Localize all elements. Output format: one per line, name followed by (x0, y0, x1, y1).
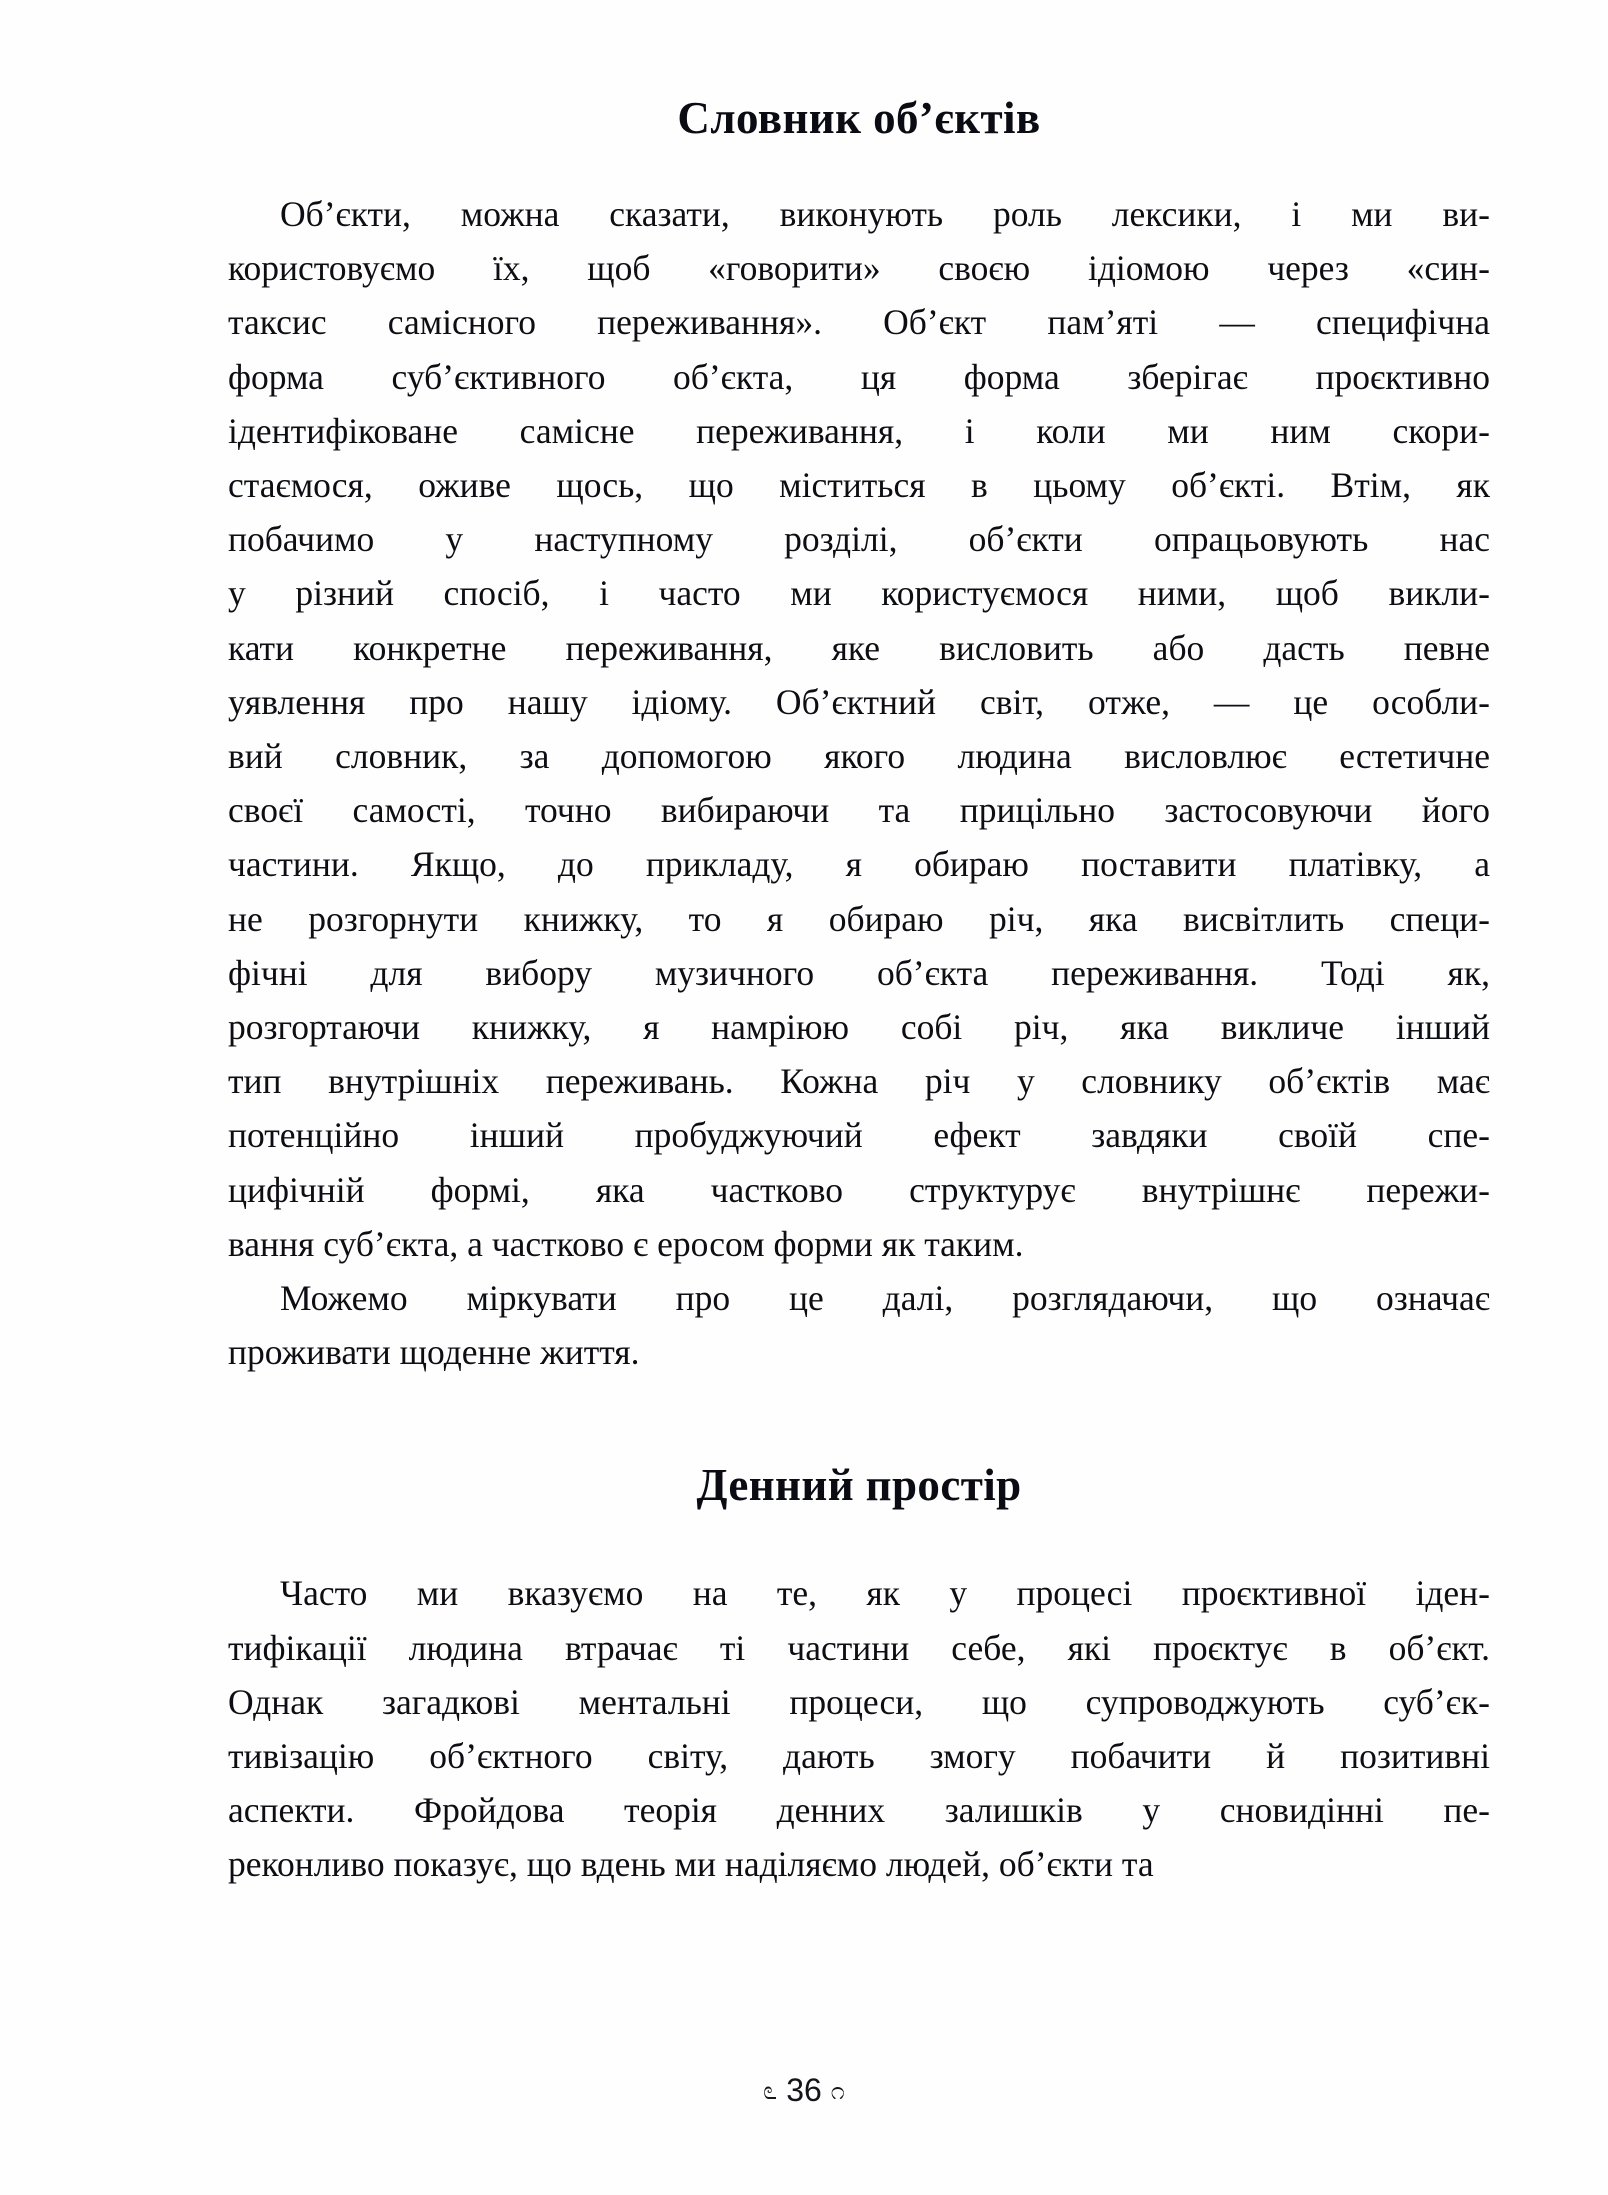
text-line: у різний спосіб, і часто ми користуємося ними, щоб викли- (228, 573, 1490, 614)
text-line: своєї самості, точно вибираючи та прицільно застосовуючи його (228, 790, 1490, 831)
text-line: кати конкретне переживання, яке висловить або дасть певне (228, 627, 1490, 668)
heading-spacer (228, 1511, 1490, 1566)
section-heading-dennyi-prostir: Денний простір (696, 1460, 1022, 1511)
paragraph-3 (228, 1566, 1490, 1891)
text-line: таксис самісного переживання». Об’єкт пам’яті — специфічна (228, 302, 1490, 343)
ornament-left-icon: ೨ (761, 2077, 778, 2105)
text-line: частини. Якщо, до прикладу, я обираю поставити платівку, а (228, 844, 1490, 885)
text-line: уявлення про нашу ідіому. Об’єктний світ, отже, — це особли- (228, 681, 1490, 722)
text-line: потенційно інший пробуджуючий ефект завдяки своїй спе- (228, 1115, 1490, 1156)
text-line: форма суб’єктивного об’єкта, ця форма зберігає проєктивно (228, 356, 1490, 397)
text-line: стаємося, оживе щось, що міститься в цьому об’єкті. Втім, як (228, 465, 1490, 506)
page-number: 36 (786, 2072, 822, 2108)
text-line: проживати щоденне життя. (228, 1332, 640, 1373)
text-line: тифікації людина втрачає ті частини себе, які проєктує в об’єкт. (228, 1627, 1490, 1668)
page-content (228, 0, 1490, 1892)
text-line: побачимо у наступному розділі, об’єкти опрацьовують нас (228, 519, 1490, 560)
text-line: аспекти. Фройдова теорія денних залишків у сновидінні пе- (228, 1790, 1490, 1831)
ornament-right-icon: ೧ (830, 2077, 847, 2105)
section-heading-slovnyk-obiektiv: Словник об’єктів (677, 93, 1041, 143)
paragraph-1 (228, 187, 1490, 1271)
page-footer (0, 2072, 1608, 2109)
text-line: фічні для вибору музичного об’єкта переживання. Тоді як, (228, 952, 1490, 993)
text-line: користовуємо їх, щоб «говорити» своєю ідіомою через «син- (228, 248, 1490, 289)
text-line: не розгорнути книжку, то я обираю річ, яка висвітлить специ- (228, 898, 1490, 939)
text-line: ідентифіковане самісне переживання, і коли ми ним скори- (228, 410, 1490, 451)
text-line: розгортаючи книжку, я намріюю собі річ, яка викличе інший (228, 1007, 1490, 1048)
paragraph-2 (228, 1271, 1490, 1379)
text-line: вий словник, за допомогою якого людина висловлює естетичне (228, 736, 1490, 777)
text-line: тивізацію об’єктного світу, дають змогу побачити й позитивні (228, 1736, 1490, 1777)
text-line: цифічній формі, яка частково структурує внутрішнє пережи- (228, 1169, 1490, 1210)
text-line: Часто ми вказуємо на те, як у процесі проєктивної іден- (280, 1573, 1490, 1614)
heading-spacer (228, 144, 1490, 187)
text-line: вання суб’єкта, а частково є еросом форми як таким. (228, 1223, 1024, 1264)
text-line: реконливо показує, що вдень ми наділяємо людей, об’єкти та (228, 1844, 1154, 1885)
text-line: Об’єкти, можна сказати, виконують роль лексики, і ми ви- (280, 194, 1490, 234)
text-line: тип внутрішніх переживань. Кожна річ у словнику об’єктів має (228, 1061, 1490, 1102)
text-line: Можемо міркувати про це далі, розглядаючи, що означає (280, 1278, 1490, 1319)
text-line: Однак загадкові ментальні процеси, що супроводжують суб’єк- (228, 1681, 1490, 1722)
